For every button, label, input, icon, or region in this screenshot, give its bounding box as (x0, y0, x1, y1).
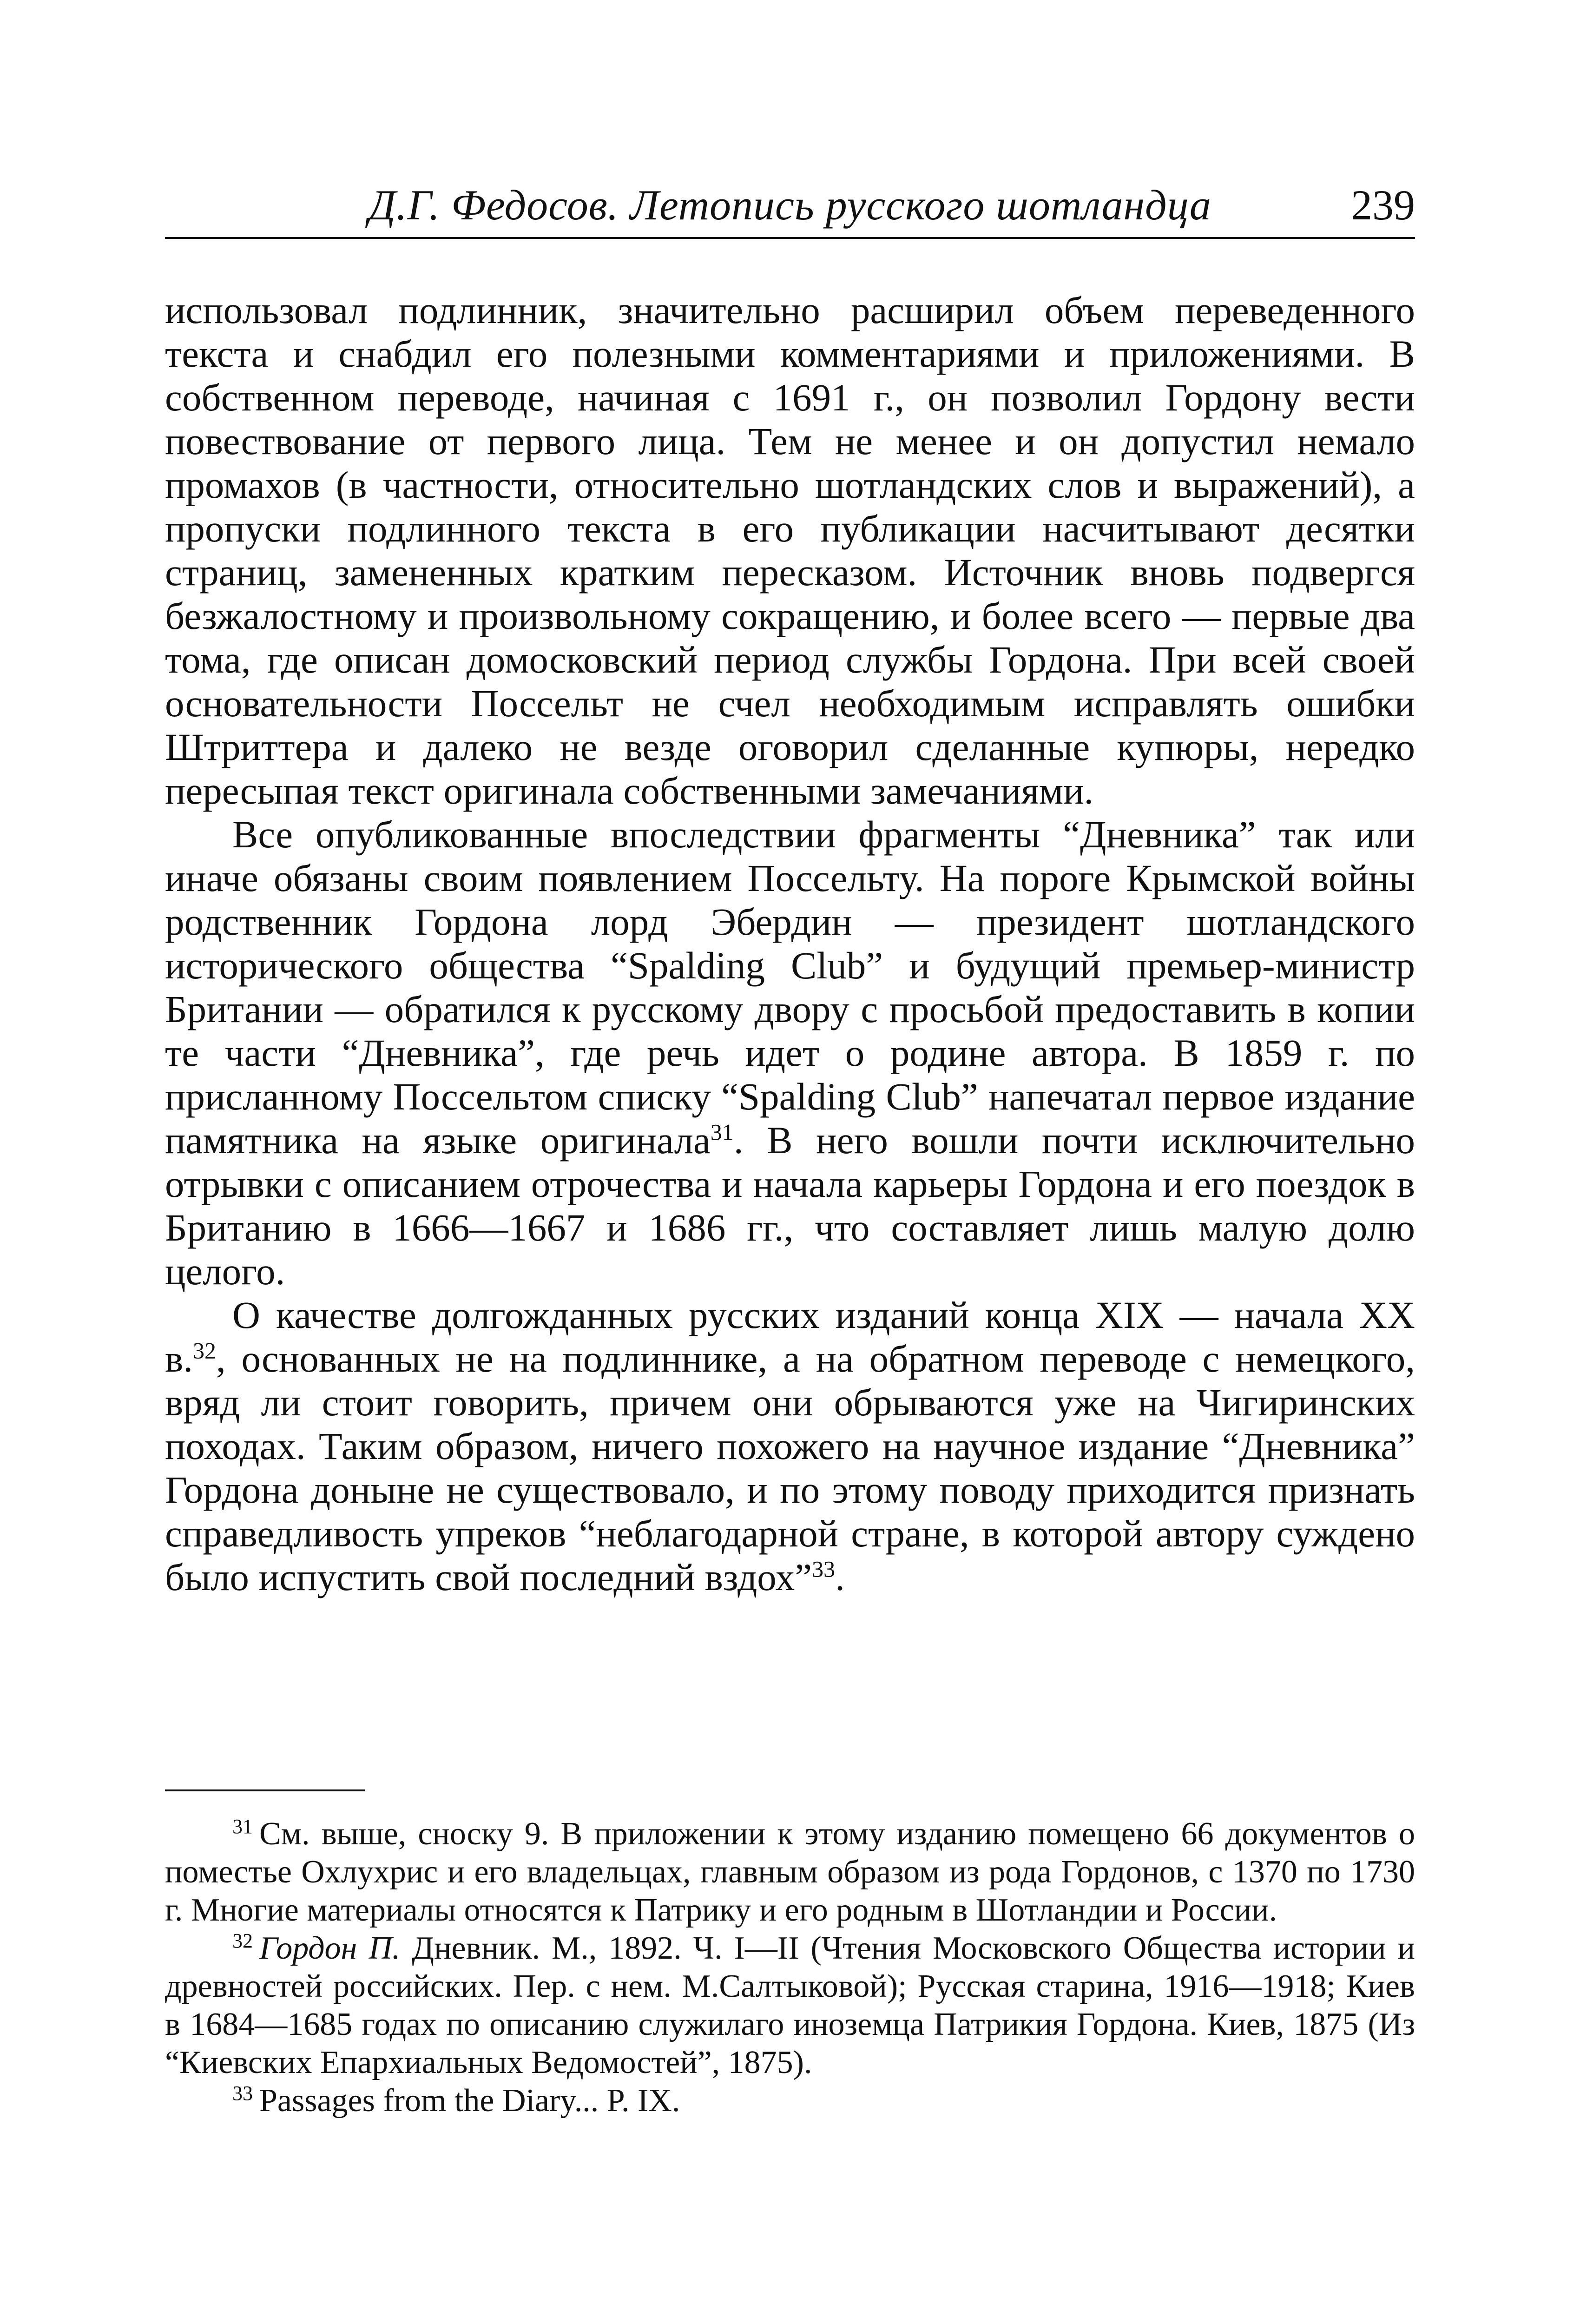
footnote-author: Гордон П. (259, 1930, 401, 1966)
page-number: 239 (1351, 181, 1415, 229)
paragraph-text: . В него вошли почти исключительно отрывки с описанием отрочества и начала карьеры Гордона и его поездок в Британию в 1666—1667 и 1686 гг., что составляет лишь малую долю целого. (165, 1119, 1415, 1293)
paragraph-text: использовал подлинник, значительно расширил объем переведенного текста и снабдил его полезными комментариями и приложениями. В собственном переводе, начиная с 1691 г., он позволил Гордону вести повествование от первого лица. Тем не менее и он допустил немало промахов (в частности, относительно шотландских слов и выражений), а пропуски подлинного текста в его публикации насчитывают десятки страниц, замененных кратким пересказом. Источник вновь подвергся безжалостному и произвольному сокращению, и более всего — первые два тома, где описан домосковский период службы Гордона. При всей своей основательности Поссельт не счел необходимым исправлять ошибки Штриттера и далеко не везде оговорил сделанные купюры, нередко пересыпая текст оригинала собственными замечаниями. (165, 289, 1415, 812)
footnote-number: 32 (232, 1929, 253, 1952)
paragraph-text: Все опубликованные впоследствии фрагменты “Дневника” так или иначе обязаны своим появлением Поссельту. На пороге Крымской войны родственник Гордона лорд Эбердин — президент шотландского исторического общества “Spalding Club” и будущий премьер-министр Британии — обратился к русскому двору с просьбой предоставить в копии те части “Дневника”, где речь идет о родине автора. В 1859 г. по присланному Поссельтом списку “Spalding Club” напечатал первое издание памятника на языке оригинала (165, 813, 1415, 1162)
paragraph-text: , основанных не на подлиннике, а на обратном переводе с немецкого, вряд ли стоит говорить, причем они обрываются уже на Чигиринских походах. Таким образом, ничего похожего на научное издание “Дневника” Гордона доныне не существовало, и по этому поводу приходится признать справедливость упреков “неблагодарной стране, в которой автору суждено было испустить свой последний вздох” (165, 1337, 1415, 1598)
paragraph-text: . (835, 1556, 845, 1598)
footnote-number: 33 (232, 2081, 253, 2105)
paragraph-1 (165, 288, 1415, 812)
footnote-ref-33[interactable]: 33 (812, 1556, 836, 1582)
paragraph-text: О качестве долгожданных русских изданий конца XIX — начала XX в. (165, 1294, 1415, 1380)
running-title: Д.Г. Федосов. Летопись русского шотландца (369, 181, 1211, 229)
footnote-ref-32[interactable]: 32 (192, 1337, 216, 1364)
footnote-ref-31[interactable]: 31 (710, 1119, 734, 1145)
footnote-text: Дневник. М., 1892. Ч. I—II (Чтения Московского Общества истории и древностей российских. Пер. с нем. М.Салтыковой); Русская старина, 1916—1918; Киев в 1684—1685 годах по описанию служилаго иноземца Патрикия Гордона. Киев, 1875 (Из “Киевских Епархиальных Ведомостей”, 1875). (165, 1930, 1415, 2080)
footnote-text: См. выше, сноску 9. В приложении к этому изданию помещено 66 документов о поместье Охлухрис и его владельцах, главным образом из рода Гордонов, с 1370 по 1730 г. Многие материалы относятся к Патрику и его родным в Шотландии и России. (165, 1816, 1415, 1928)
running-header (165, 177, 1415, 239)
main-text (165, 288, 1415, 1599)
footnote-separator (165, 1789, 365, 1791)
footnote-33 (165, 2082, 1415, 2120)
footnote-number: 31 (232, 1815, 253, 1838)
paragraph-2 (165, 812, 1415, 1293)
footnote-text: Passages from the Diary... P. IX. (259, 2083, 680, 2119)
paragraph-3 (165, 1293, 1415, 1599)
footnote-31 (165, 1815, 1415, 1929)
footnote-32 (165, 1929, 1415, 2082)
footnotes (165, 1815, 1415, 2120)
